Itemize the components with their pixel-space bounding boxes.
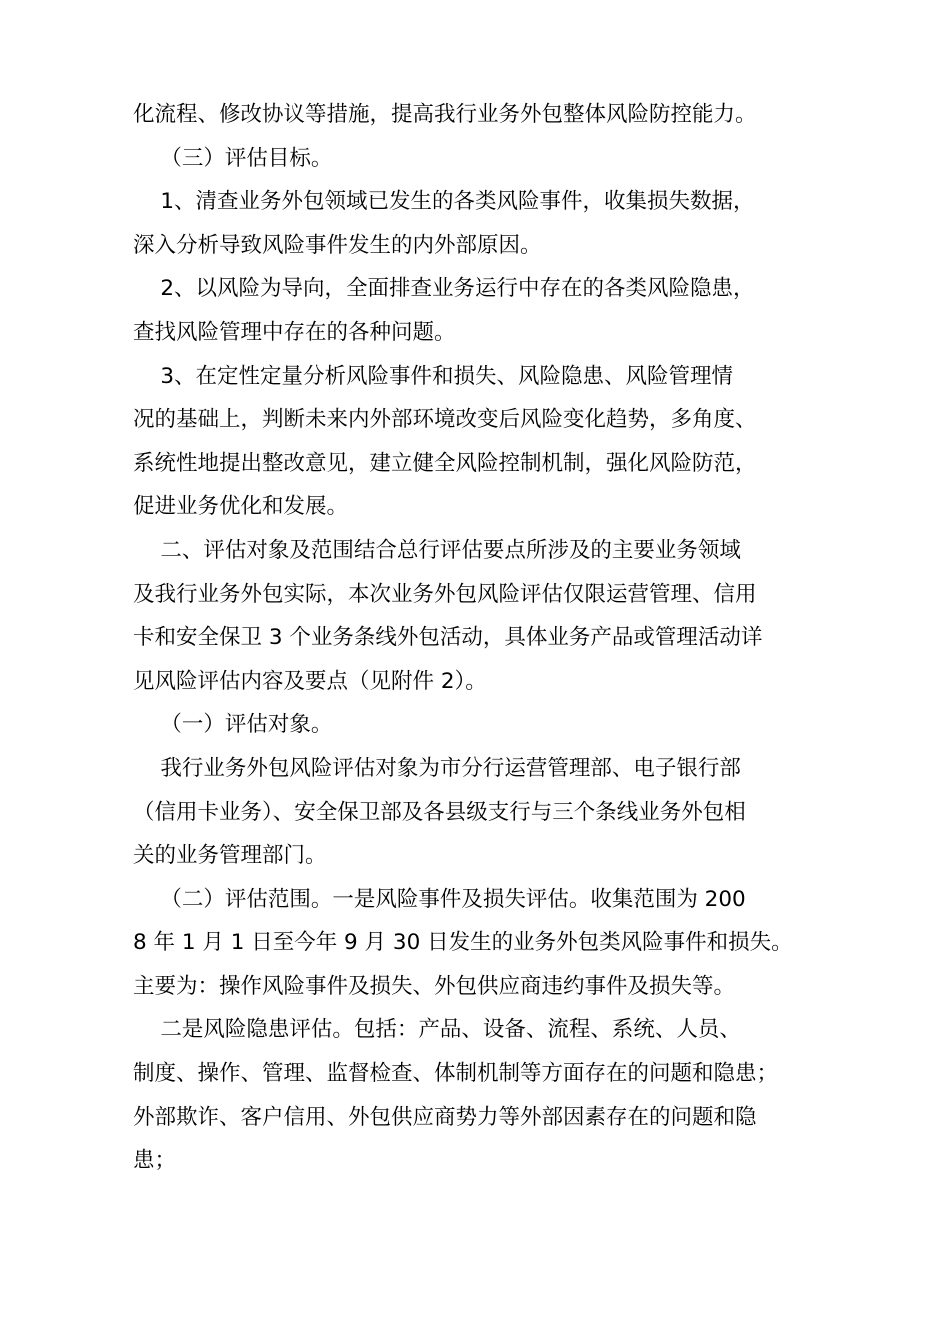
text-line-4: 深入分析导致风险事件发生的内外部原因。 [133, 232, 542, 258]
text-line-3: 1、清查业务外包领域已发生的各类风险事件，收集损失数据， [133, 189, 755, 215]
text-line-17: （信用卡业务）、安全保卫部及各县级支行与三个条线业务外包相 [133, 799, 746, 825]
document-body [133, 93, 823, 1183]
text-line-22: 二是风险隐患评估。包括：产品、设备、流程、系统、人员、 [133, 1017, 741, 1043]
text-line-10: 促进业务优化和发展。 [133, 494, 349, 520]
text-line-20: 8 年 1 月 1 日至今年 9 月 30 日发生的业务外包类风险事件和损失。 [133, 930, 793, 956]
text-line-12: 及我行业务外包实际，本次业务外包风险评估仅限运营管理、信用 [133, 581, 757, 607]
text-line-21: 主要为：操作风险事件及损失、外包供应商违约事件及损失等。 [133, 973, 736, 999]
text-line-1: 化流程、修改协议等措施，提高我行业务外包整体风险防控能力。 [133, 102, 757, 127]
section-heading-evaluation-scope: （二）评估范围。一是风险事件及损失评估。收集范围为 200 [133, 886, 746, 912]
text-line-14: 见风险评估内容及要点（见附件 2）。 [133, 668, 487, 694]
text-line-13: 卡和安全保卫 3 个业务条线外包活动，具体业务产品或管理活动详 [133, 625, 763, 651]
text-line-5: 2、以风险为导向，全面排查业务运行中存在的各类风险隐患， [133, 276, 755, 302]
text-line-18: 关的业务管理部门。 [133, 843, 327, 869]
section-heading-objects-scope: 二、评估对象及范围结合总行评估要点所涉及的主要业务领域 [133, 537, 741, 563]
text-line-25: 患； [133, 1148, 177, 1174]
text-line-16: 我行业务外包风险评估对象为市分行运营管理部、电子银行部 [133, 755, 741, 781]
text-line-23: 制度、操作、管理、监督检查、体制机制等方面存在的问题和隐患； [133, 1061, 779, 1087]
text-line-9: 系统性地提出整改意见，建立健全风险控制机制，强化风险防范， [133, 450, 757, 476]
text-line-6: 查找风险管理中存在的各种问题。 [133, 319, 456, 345]
section-heading-evaluation-objects: （一）评估对象。 [133, 712, 333, 738]
text-line-7: 3、在定性定量分析风险事件和损失、风险隐患、风险管理情 [133, 363, 734, 389]
text-line-24: 外部欺诈、客户信用、外包供应商势力等外部因素存在的问题和隐 [133, 1104, 757, 1130]
section-heading-evaluation-goals: （三）评估目标。 [133, 145, 333, 171]
text-line-8: 况的基础上，判断未来内外部环境改变后风险变化趋势，多角度、 [133, 407, 757, 433]
